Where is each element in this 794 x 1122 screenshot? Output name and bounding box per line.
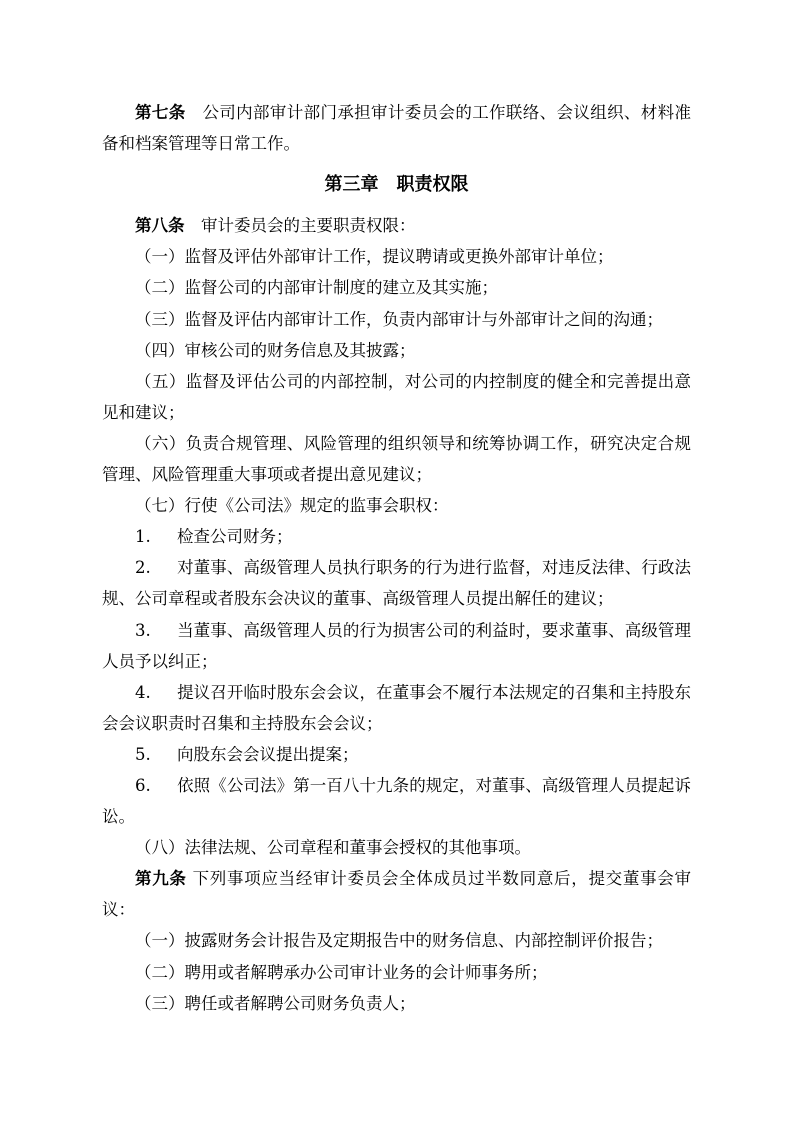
article-9-item-3	[102, 988, 691, 1019]
supervisory-power-4	[102, 677, 691, 739]
article-9-item-2-text: （二）聘用或者解聘承办公司审计业务的会计师事务所；	[135, 962, 548, 982]
article-8-item-6-text: （六）负责合规管理、风险管理的组织领导和统筹协调工作，研究决定合规管理、风险管理重大事项或者提出意见建议；	[102, 433, 691, 485]
article-8-item-7	[102, 490, 691, 521]
supervisory-power-2-text: 对董事、高级管理人员执行职务的行为进行监督，对违反法律、行政法规、公司章程或者股东会决议的董事、高级管理人员提出解任的建议；	[102, 558, 691, 609]
article-8-item-7-text: （七）行使《公司法》规定的监事会职权：	[135, 496, 449, 516]
article-8-label: 第八条	[135, 216, 185, 236]
article-9-paragraph	[102, 863, 691, 925]
article-8-item-2-text: （二）监督公司的内部审计制度的建立及其实施；	[135, 278, 498, 298]
article-8-item-3-text: （三）监督及评估内部审计工作，负责内部审计与外部审计之间的沟通；	[135, 309, 663, 329]
supervisory-power-4-text: 提议召开临时股东会会议，在董事会不履行本法规定的召集和主持股东会会议职责时召集和主持股东会会议；	[102, 682, 691, 733]
article-7-label: 第七条	[135, 103, 186, 122]
article-8-text: 审计委员会的主要职责权限：	[184, 216, 416, 236]
article-8-item-3	[102, 304, 691, 335]
article-8-item-4	[102, 335, 691, 366]
supervisory-power-3-text: 当董事、高级管理人员的行为损害公司的利益时，要求董事、高级管理人员予以纠正；	[102, 620, 691, 671]
supervisory-power-5	[102, 739, 691, 770]
supervisory-power-5-number: 5.	[135, 744, 151, 764]
article-8-paragraph	[102, 210, 691, 241]
supervisory-power-1-text: 检查公司财务；	[177, 527, 293, 547]
article-8-item-5	[102, 366, 691, 428]
article-9-item-2	[102, 957, 691, 988]
article-9-text: 下列事项应当经审计委员会全体成员过半数同意后，提交董事会审议：	[102, 869, 692, 920]
supervisory-power-3-number: 3.	[135, 620, 151, 640]
article-9-item-3-text: （三）聘任或者解聘公司财务负责人；	[135, 993, 416, 1013]
article-8-item-5-text: （五）监督及评估公司的内部控制，对公司的内控制度的健全和完善提出意见和建议；	[102, 371, 691, 422]
supervisory-power-6-text: 依照《公司法》第一百八十九条的规定，对董事、高级管理人员提起诉讼。	[102, 775, 691, 827]
article-7-paragraph	[102, 97, 691, 159]
supervisory-power-6	[102, 770, 691, 832]
article-8-item-2	[102, 272, 691, 303]
article-8-item-8	[102, 832, 691, 863]
article-8-item-1-text: （一）监督及评估外部审计工作，提议聘请或更换外部审计单位；	[135, 247, 614, 267]
supervisory-power-1	[102, 521, 691, 552]
article-8-item-1	[102, 241, 691, 272]
supervisory-power-6-number: 6.	[135, 775, 151, 795]
supervisory-power-4-number: 4.	[135, 682, 151, 702]
supervisory-power-1-number: 1.	[135, 527, 151, 547]
article-8-item-8-text: （八）法律法规、公司章程和董事会授权的其他事项。	[135, 838, 531, 858]
article-9-item-1	[102, 925, 691, 956]
chapter-3-heading: 第三章 职责权限	[324, 174, 469, 196]
article-8-item-4-text: （四）审核公司的财务信息及其披露；	[135, 340, 416, 360]
supervisory-power-3	[102, 615, 691, 677]
article-9-label: 第九条	[135, 869, 187, 889]
supervisory-power-5-text: 向股东会会议提出提案；	[177, 744, 359, 764]
supervisory-power-2-number: 2.	[135, 558, 151, 578]
supervisory-power-2	[102, 552, 691, 614]
article-9-item-1-text: （一）披露财务会计报告及定期报告中的财务信息、内部控制评价报告；	[135, 931, 663, 951]
document-body	[102, 97, 691, 1019]
article-7-text: 公司内部审计部门承担审计委员会的工作联络、会议组织、材料准备和档案管理等日常工作。	[102, 103, 691, 154]
article-8-item-6	[102, 428, 691, 490]
